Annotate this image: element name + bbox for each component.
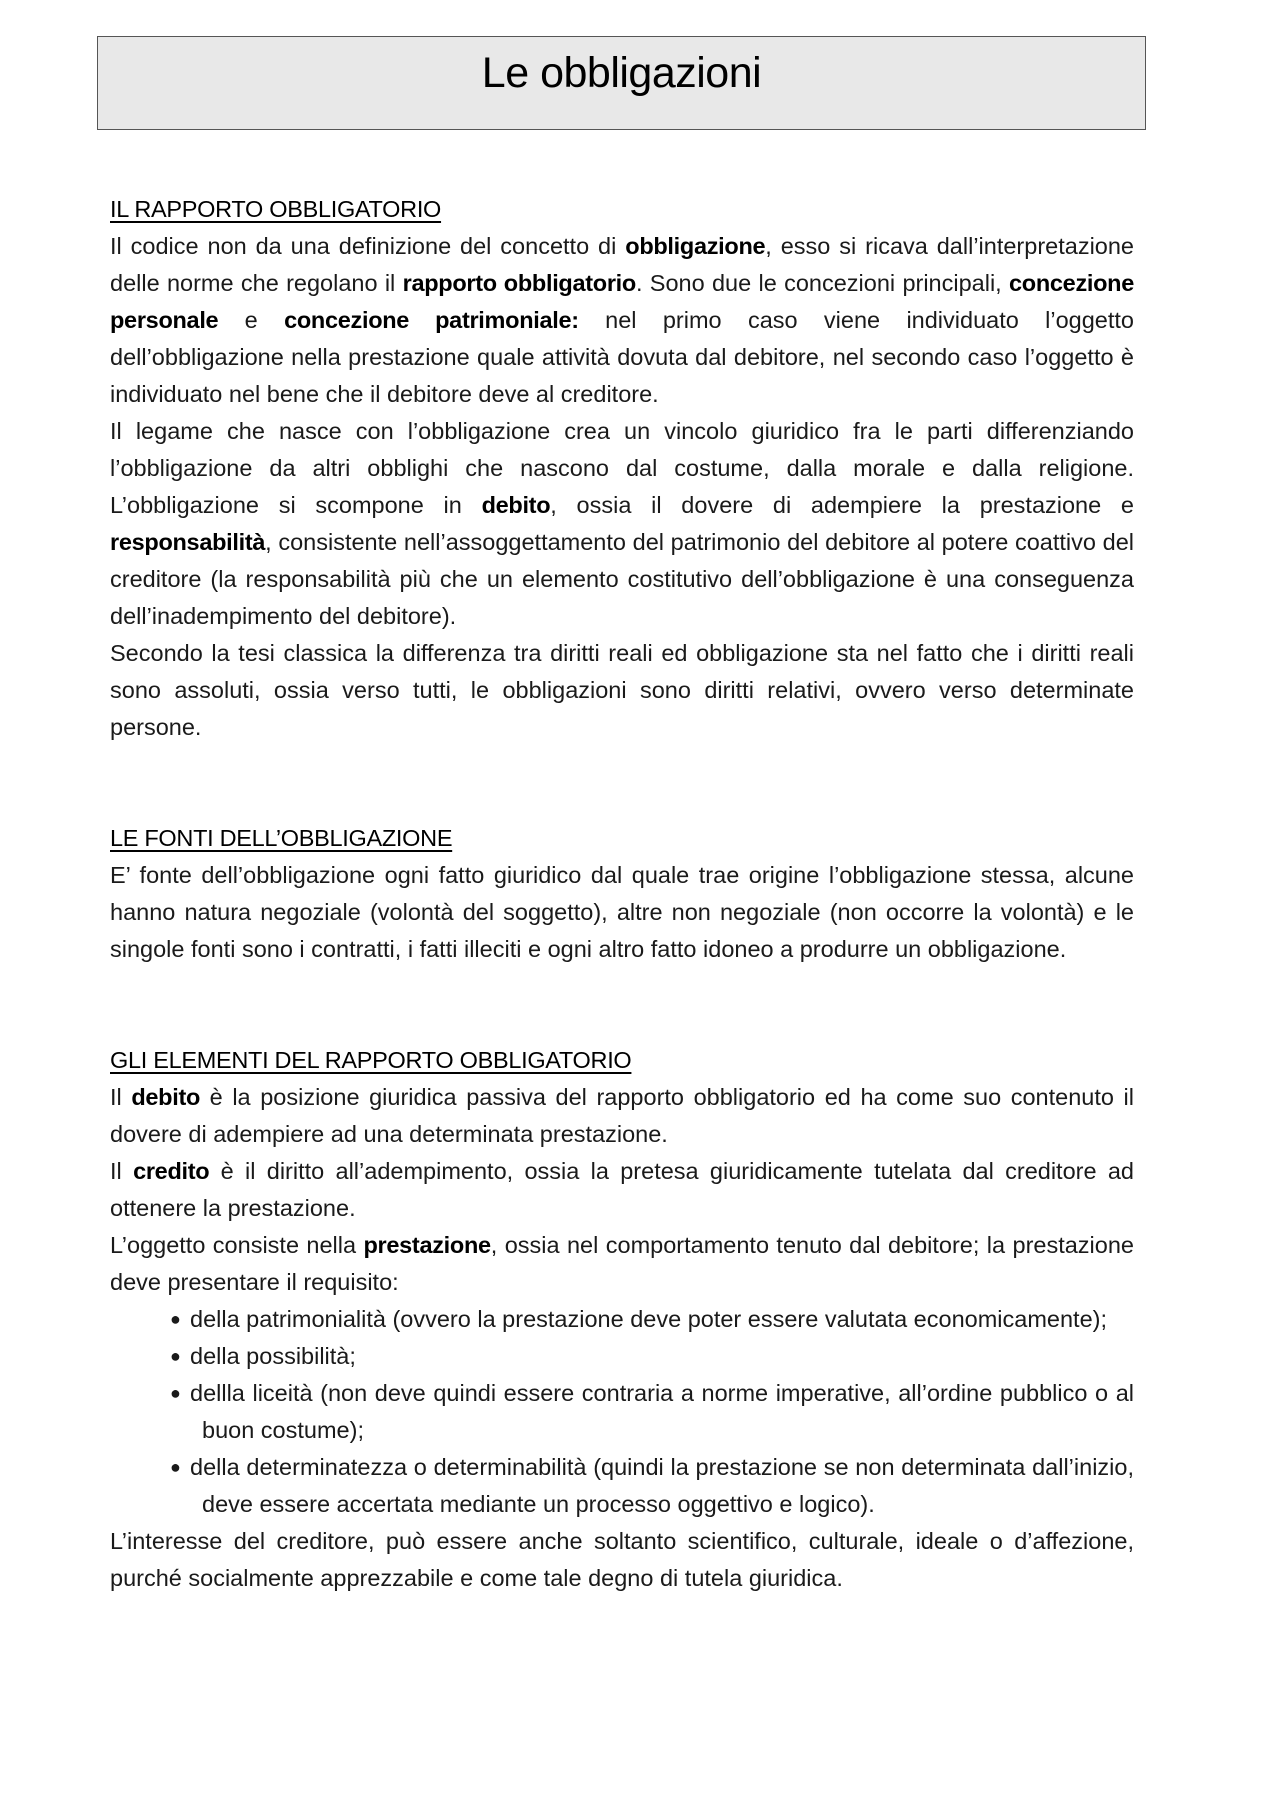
paragraph: Secondo la tesi classica la differenza tra diritti reali ed obbligazione sta nel fatto che i diritti reali sono assoluti, ossia verso tutti, le obbligazioni sono diritti relativi, ovvero verso determinate persone.: [110, 640, 1134, 740]
list-item-text: dellla liceità (non deve quindi essere contraria a norme imperative, all’ordine pubblico o al buon costume);: [190, 1380, 1134, 1443]
bold-term: concezione patrimoniale:: [284, 307, 579, 333]
list-item: [170, 1449, 1134, 1523]
text-run: , ossia il dovere di adempiere la prestazione e: [550, 492, 1134, 518]
text-run: . Sono due le concezioni principali,: [635, 270, 1010, 296]
text-run: L’oggetto consiste nella: [110, 1232, 364, 1258]
paragraph: L’interesse del creditore, può essere anche soltanto scientifico, culturale, ideale o d’affezione, purché socialmente apprezzabile e come tale degno di tutela giuridica.: [110, 1528, 1134, 1591]
text-run: , ossia nel comportamento tenuto dal debitore; la prestazione deve presentare il requisito:: [110, 1232, 1134, 1295]
bold-term: rapporto obbligatorio: [402, 270, 636, 296]
bold-term: responsabilità: [110, 529, 266, 555]
title-box: [97, 36, 1146, 130]
document-body: [110, 191, 1134, 1597]
list-item: [170, 1301, 1134, 1338]
bold-term: debito: [481, 492, 551, 518]
list-item-text: della patrimonialità (ovvero la prestazione deve poter essere valutata economicamente);: [190, 1306, 1107, 1332]
text-run: è la posizione giuridica passiva del rapporto obbligatorio ed ha come suo contenuto il dovere di adempiere ad una determinata prestazione.: [110, 1084, 1135, 1147]
text-run: Il: [110, 1158, 134, 1184]
page-title: Le obbligazioni: [481, 49, 762, 97]
section-heading: LE FONTI DELL’OBBLIGAZIONE: [110, 825, 453, 851]
paragraph: [110, 1079, 1134, 1153]
bold-term: concezione personale: [110, 270, 1135, 333]
section-heading: IL RAPPORTO OBBLIGATORIO: [110, 196, 442, 222]
bullet-icon: ●: [170, 1346, 181, 1366]
section-fonti: [110, 820, 1134, 968]
text-run: Il legame che nasce con l’obbligazione crea un vincolo giuridico fra le parti differenziando l’obbligazione da altri obblighi che nascono dal costume, dalla morale e dalla religione. L’obbligazione si scompone in: [110, 418, 1134, 518]
text-run: è il diritto all’adempimento, ossia la pretesa giuridicamente tutelata dal creditore ad ottenere la prestazione.: [110, 1158, 1134, 1221]
text-run: , esso si ricava dall’interpretazione delle norme che regolano il: [110, 233, 1134, 296]
bold-term: obbligazione: [625, 233, 766, 259]
text-run: nel primo caso viene individuato l’oggetto dell’obbligazione nella prestazione quale attività dovuta dal debitore, nel secondo caso l’oggetto è individuato nel bene che il debitore deve al creditore.: [110, 307, 1134, 407]
section-elementi: [110, 1042, 1134, 1597]
requirements-list: [110, 1301, 1134, 1523]
text-run: e: [218, 307, 285, 333]
text-run: Il codice non da una definizione del concetto di: [110, 233, 626, 259]
paragraph: [110, 413, 1134, 635]
list-item: [170, 1338, 1134, 1375]
section-rapporto-obbligatorio: [110, 191, 1134, 746]
bold-term: prestazione: [363, 1232, 491, 1258]
paragraph: E’ fonte dell’obbligazione ogni fatto giuridico dal quale trae origine l’obbligazione stessa, alcune hanno natura negoziale (volontà del soggetto), altre non negoziale (non occorre la volontà) e le singole fonti sono i contratti, i fatti illeciti e ogni altro fatto idoneo a produrre un obbligazione.: [110, 862, 1134, 962]
bold-term: credito: [133, 1158, 210, 1184]
paragraph: [110, 1227, 1134, 1301]
bullet-icon: ●: [170, 1383, 181, 1403]
text-run: Il: [110, 1084, 132, 1110]
section-heading: GLI ELEMENTI DEL RAPPORTO OBBLIGATORIO: [110, 1047, 632, 1073]
list-item-text: della possibilità;: [190, 1343, 356, 1369]
paragraph: [110, 228, 1134, 413]
bold-term: debito: [131, 1084, 201, 1110]
bullet-icon: ●: [170, 1457, 181, 1477]
paragraph: [110, 1153, 1134, 1227]
list-item: [170, 1375, 1134, 1449]
text-run: , consistente nell’assoggettamento del patrimonio del debitore al potere coattivo del creditore (la responsabilità più che un elemento costitutivo dell’obbligazione è una conseguenza dell’inadempimento del debitore).: [110, 529, 1134, 629]
bullet-icon: ●: [170, 1309, 181, 1329]
list-item-text: della determinatezza o determinabilità (quindi la prestazione se non determinata dall’inizio, deve essere accertata mediante un processo oggettivo e logico).: [190, 1454, 1134, 1517]
